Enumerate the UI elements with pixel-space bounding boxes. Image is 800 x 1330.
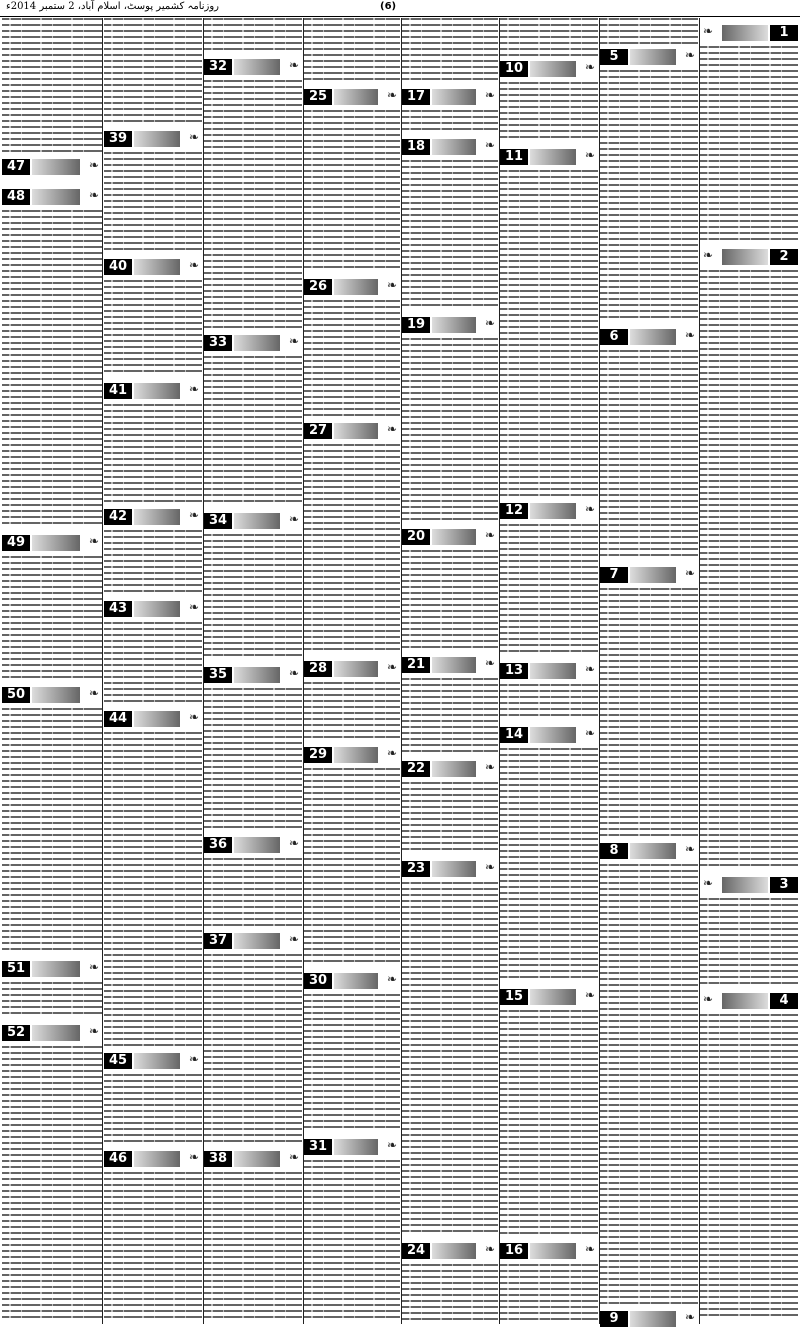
header-bar bbox=[134, 601, 180, 617]
item-header bbox=[304, 970, 400, 992]
news-column-6 bbox=[204, 18, 302, 1324]
item-header bbox=[104, 708, 202, 730]
header-bar bbox=[530, 1243, 576, 1259]
article-text bbox=[2, 556, 102, 680]
header-bar bbox=[432, 139, 476, 155]
item-header bbox=[104, 1148, 202, 1170]
item-header bbox=[700, 990, 798, 1012]
page-number: (6) bbox=[380, 1, 397, 12]
header-bar bbox=[334, 89, 378, 105]
item-header bbox=[104, 380, 202, 402]
item-header bbox=[600, 46, 698, 68]
bird-icon: ❧ bbox=[188, 258, 199, 272]
header-bar bbox=[32, 189, 80, 205]
bird-icon: ❧ bbox=[288, 512, 299, 526]
header-bar bbox=[530, 727, 576, 743]
article-text bbox=[2, 982, 102, 1018]
bird-icon: ❧ bbox=[88, 188, 99, 202]
item-number: 15 bbox=[500, 989, 528, 1005]
header-bar bbox=[530, 503, 576, 519]
article-text bbox=[204, 18, 302, 54]
item-header bbox=[304, 658, 400, 680]
article-text bbox=[204, 1172, 302, 1320]
item-header bbox=[204, 664, 302, 686]
header-bar bbox=[234, 837, 280, 853]
item-number: 2 bbox=[770, 249, 798, 265]
bird-icon: ❧ bbox=[188, 508, 199, 522]
bird-icon: ❧ bbox=[288, 666, 299, 680]
item-header bbox=[500, 986, 598, 1008]
bird-icon: ❧ bbox=[684, 842, 695, 856]
bird-icon: ❧ bbox=[188, 1150, 199, 1164]
header-bar bbox=[32, 961, 80, 977]
header-bar bbox=[630, 1311, 676, 1327]
item-number: 42 bbox=[104, 509, 132, 525]
header-bar bbox=[334, 973, 378, 989]
item-number: 21 bbox=[402, 657, 430, 673]
item-number: 10 bbox=[500, 61, 528, 77]
bird-icon: ❧ bbox=[484, 860, 495, 874]
item-number: 45 bbox=[104, 1053, 132, 1069]
article-text bbox=[104, 530, 202, 594]
article-text bbox=[304, 1160, 400, 1320]
item-header bbox=[2, 1022, 102, 1044]
item-header bbox=[500, 1240, 598, 1262]
bird-icon: ❧ bbox=[386, 278, 397, 292]
item-number: 30 bbox=[304, 973, 332, 989]
item-number: 41 bbox=[104, 383, 132, 399]
item-header bbox=[500, 58, 598, 80]
bird-icon: ❧ bbox=[684, 1310, 695, 1324]
item-header bbox=[204, 332, 302, 354]
column-rule bbox=[102, 18, 103, 1324]
masthead bbox=[0, 0, 800, 17]
item-header bbox=[700, 874, 798, 896]
header-bar bbox=[722, 249, 768, 265]
article-text bbox=[402, 550, 498, 650]
bird-icon: ❧ bbox=[584, 988, 595, 1002]
news-column-7 bbox=[104, 18, 202, 1324]
header-bar bbox=[432, 1243, 476, 1259]
article-text bbox=[700, 46, 798, 242]
item-header bbox=[402, 314, 498, 336]
item-number: 35 bbox=[204, 667, 232, 683]
header-bar bbox=[432, 89, 476, 105]
bird-icon: ❧ bbox=[88, 1024, 99, 1038]
header-bar bbox=[32, 1025, 80, 1041]
bird-icon: ❧ bbox=[288, 334, 299, 348]
item-number: 22 bbox=[402, 761, 430, 777]
bird-icon: ❧ bbox=[484, 316, 495, 330]
item-header bbox=[304, 276, 400, 298]
item-header bbox=[402, 858, 498, 880]
news-column-4 bbox=[402, 18, 498, 1324]
article-text bbox=[204, 534, 302, 660]
article-text bbox=[104, 404, 202, 502]
header-bar bbox=[432, 529, 476, 545]
bird-icon: ❧ bbox=[88, 158, 99, 172]
article-text bbox=[600, 70, 698, 322]
article-text bbox=[402, 160, 498, 310]
item-number: 36 bbox=[204, 837, 232, 853]
item-number: 8 bbox=[600, 843, 628, 859]
item-number: 28 bbox=[304, 661, 332, 677]
bird-icon: ❧ bbox=[584, 726, 595, 740]
item-number: 31 bbox=[304, 1139, 332, 1155]
item-header bbox=[204, 56, 302, 78]
bird-icon: ❧ bbox=[386, 422, 397, 436]
item-number: 29 bbox=[304, 747, 332, 763]
item-number: 27 bbox=[304, 423, 332, 439]
header-bar bbox=[134, 383, 180, 399]
article-text bbox=[104, 280, 202, 376]
bird-icon: ❧ bbox=[288, 932, 299, 946]
item-number: 48 bbox=[2, 189, 30, 205]
bird-icon: ❧ bbox=[584, 1242, 595, 1256]
article-text bbox=[500, 684, 598, 720]
item-number: 40 bbox=[104, 259, 132, 275]
bird-icon: ❧ bbox=[288, 836, 299, 850]
header-bar bbox=[134, 1053, 180, 1069]
article-text bbox=[304, 682, 400, 740]
article-text bbox=[402, 882, 498, 1236]
bird-icon: ❧ bbox=[484, 88, 495, 102]
header-bar bbox=[722, 993, 768, 1009]
bird-icon: ❧ bbox=[584, 502, 595, 516]
header-bar bbox=[32, 535, 80, 551]
item-header bbox=[104, 256, 202, 278]
bird-icon: ❧ bbox=[584, 662, 595, 676]
item-header bbox=[304, 420, 400, 442]
article-text bbox=[104, 152, 202, 252]
header-bar bbox=[334, 747, 378, 763]
article-text bbox=[600, 350, 698, 560]
item-number: 1 bbox=[770, 25, 798, 41]
article-text bbox=[500, 1264, 598, 1320]
news-column-2 bbox=[600, 18, 698, 1324]
header-bar bbox=[432, 761, 476, 777]
item-header bbox=[204, 510, 302, 532]
item-number: 39 bbox=[104, 131, 132, 147]
item-header bbox=[600, 326, 698, 348]
header-bar bbox=[530, 149, 576, 165]
item-header bbox=[204, 834, 302, 856]
item-header bbox=[500, 500, 598, 522]
article-text bbox=[204, 80, 302, 328]
article-text bbox=[104, 622, 202, 704]
header-bar bbox=[432, 861, 476, 877]
article-text bbox=[500, 1010, 598, 1236]
header-bar bbox=[334, 279, 378, 295]
item-number: 23 bbox=[402, 861, 430, 877]
header-bar bbox=[334, 661, 378, 677]
item-number: 6 bbox=[600, 329, 628, 345]
item-number: 38 bbox=[204, 1151, 232, 1167]
item-header bbox=[204, 930, 302, 952]
item-header bbox=[104, 598, 202, 620]
article-text bbox=[204, 688, 302, 830]
header-bar bbox=[234, 933, 280, 949]
item-number: 47 bbox=[2, 159, 30, 175]
item-header bbox=[304, 86, 400, 108]
item-number: 37 bbox=[204, 933, 232, 949]
header-bar bbox=[334, 1139, 378, 1155]
header-bar bbox=[334, 423, 378, 439]
item-number: 50 bbox=[2, 687, 30, 703]
item-number: 33 bbox=[204, 335, 232, 351]
item-header bbox=[500, 724, 598, 746]
item-header bbox=[304, 744, 400, 766]
bird-icon: ❧ bbox=[288, 58, 299, 72]
header-bar bbox=[32, 687, 80, 703]
item-header bbox=[600, 840, 698, 862]
item-number: 16 bbox=[500, 1243, 528, 1259]
article-text bbox=[500, 82, 598, 142]
header-bar bbox=[134, 131, 180, 147]
article-text bbox=[402, 678, 498, 754]
header-bar bbox=[630, 329, 676, 345]
item-number: 51 bbox=[2, 961, 30, 977]
article-text bbox=[402, 18, 498, 84]
header-bar bbox=[630, 843, 676, 859]
item-header bbox=[600, 564, 698, 586]
header-bar bbox=[530, 663, 576, 679]
item-header bbox=[104, 506, 202, 528]
bird-icon: ❧ bbox=[88, 960, 99, 974]
article-text bbox=[500, 18, 598, 56]
item-header bbox=[402, 1240, 498, 1262]
news-column-5 bbox=[304, 18, 400, 1324]
article-text bbox=[304, 110, 400, 272]
article-text bbox=[2, 1046, 102, 1320]
header-bar bbox=[234, 335, 280, 351]
bird-icon: ❧ bbox=[484, 656, 495, 670]
bird-icon: ❧ bbox=[484, 138, 495, 152]
article-text bbox=[304, 444, 400, 654]
article-text bbox=[2, 210, 102, 528]
bird-icon: ❧ bbox=[703, 992, 714, 1006]
article-text bbox=[104, 1074, 202, 1144]
article-text bbox=[600, 18, 698, 44]
article-text bbox=[2, 18, 102, 154]
item-number: 4 bbox=[770, 993, 798, 1009]
item-header bbox=[2, 156, 102, 178]
item-number: 44 bbox=[104, 711, 132, 727]
header-bar bbox=[630, 567, 676, 583]
item-header bbox=[104, 128, 202, 150]
bird-icon: ❧ bbox=[484, 1242, 495, 1256]
bird-icon: ❧ bbox=[88, 686, 99, 700]
item-number: 12 bbox=[500, 503, 528, 519]
item-number: 26 bbox=[304, 279, 332, 295]
article-text bbox=[104, 732, 202, 1046]
item-header bbox=[700, 22, 798, 44]
bird-icon: ❧ bbox=[386, 88, 397, 102]
header-bar bbox=[530, 61, 576, 77]
article-text bbox=[104, 1172, 202, 1320]
item-header bbox=[204, 1148, 302, 1170]
header-bar bbox=[722, 25, 768, 41]
header-bar bbox=[134, 711, 180, 727]
article-text bbox=[402, 1264, 498, 1320]
item-number: 32 bbox=[204, 59, 232, 75]
article-text bbox=[2, 708, 102, 954]
item-number: 20 bbox=[402, 529, 430, 545]
bird-icon: ❧ bbox=[188, 130, 199, 144]
item-header bbox=[500, 660, 598, 682]
item-number: 13 bbox=[500, 663, 528, 679]
article-text bbox=[600, 588, 698, 836]
item-number: 5 bbox=[600, 49, 628, 65]
item-header bbox=[700, 246, 798, 268]
article-text bbox=[304, 994, 400, 1132]
item-number: 19 bbox=[402, 317, 430, 333]
header-bar bbox=[630, 49, 676, 65]
article-text bbox=[304, 18, 400, 84]
article-text bbox=[304, 768, 400, 966]
article-text bbox=[500, 524, 598, 656]
item-number: 46 bbox=[104, 1151, 132, 1167]
bird-icon: ❧ bbox=[188, 600, 199, 614]
item-header bbox=[402, 136, 498, 158]
item-number: 17 bbox=[402, 89, 430, 105]
item-header bbox=[2, 532, 102, 554]
item-header bbox=[402, 526, 498, 548]
bird-icon: ❧ bbox=[288, 1150, 299, 1164]
item-header bbox=[600, 1308, 698, 1330]
item-header bbox=[2, 186, 102, 208]
header-bar bbox=[432, 657, 476, 673]
item-header bbox=[402, 758, 498, 780]
header-bar bbox=[32, 159, 80, 175]
item-number: 49 bbox=[2, 535, 30, 551]
header-bar bbox=[234, 513, 280, 529]
article-text bbox=[402, 338, 498, 522]
item-header bbox=[304, 1136, 400, 1158]
bird-icon: ❧ bbox=[703, 876, 714, 890]
header-bar bbox=[722, 877, 768, 893]
news-column-8 bbox=[2, 18, 102, 1324]
header-bar bbox=[234, 59, 280, 75]
article-text bbox=[104, 18, 202, 126]
item-header bbox=[104, 1050, 202, 1072]
item-number: 34 bbox=[204, 513, 232, 529]
header-bar bbox=[134, 1151, 180, 1167]
item-number: 24 bbox=[402, 1243, 430, 1259]
article-text bbox=[500, 748, 598, 982]
news-column-1 bbox=[700, 18, 798, 1324]
header-bar bbox=[432, 317, 476, 333]
item-number: 3 bbox=[770, 877, 798, 893]
article-text bbox=[700, 1014, 798, 1320]
item-number: 18 bbox=[402, 139, 430, 155]
item-number: 14 bbox=[500, 727, 528, 743]
bird-icon: ❧ bbox=[684, 48, 695, 62]
item-number: 9 bbox=[600, 1311, 628, 1327]
article-text bbox=[402, 110, 498, 132]
article-text bbox=[600, 864, 698, 1304]
bird-icon: ❧ bbox=[584, 148, 595, 162]
article-text bbox=[700, 270, 798, 870]
item-number: 25 bbox=[304, 89, 332, 105]
item-header bbox=[402, 654, 498, 676]
item-number: 11 bbox=[500, 149, 528, 165]
bird-icon: ❧ bbox=[584, 60, 595, 74]
bird-icon: ❧ bbox=[684, 566, 695, 580]
header-bar bbox=[234, 1151, 280, 1167]
item-number: 43 bbox=[104, 601, 132, 617]
item-header bbox=[2, 958, 102, 980]
article-text bbox=[304, 300, 400, 416]
item-number: 7 bbox=[600, 567, 628, 583]
news-column-3 bbox=[500, 18, 598, 1324]
bird-icon: ❧ bbox=[484, 528, 495, 542]
bird-icon: ❧ bbox=[484, 760, 495, 774]
bird-icon: ❧ bbox=[188, 382, 199, 396]
item-number: 52 bbox=[2, 1025, 30, 1041]
bird-icon: ❧ bbox=[386, 660, 397, 674]
header-bar bbox=[234, 667, 280, 683]
bird-icon: ❧ bbox=[188, 1052, 199, 1066]
bird-icon: ❧ bbox=[386, 1138, 397, 1152]
header-bar bbox=[530, 989, 576, 1005]
item-header bbox=[402, 86, 498, 108]
article-text bbox=[402, 782, 498, 854]
header-bar bbox=[134, 509, 180, 525]
item-header bbox=[2, 684, 102, 706]
article-text bbox=[204, 858, 302, 926]
article-text bbox=[204, 356, 302, 506]
item-header bbox=[500, 146, 598, 168]
article-text bbox=[500, 170, 598, 496]
bird-icon: ❧ bbox=[386, 972, 397, 986]
bird-icon: ❧ bbox=[703, 24, 714, 38]
bird-icon: ❧ bbox=[88, 534, 99, 548]
article-text bbox=[204, 954, 302, 1144]
bird-icon: ❧ bbox=[386, 746, 397, 760]
bird-icon: ❧ bbox=[703, 248, 714, 262]
bird-icon: ❧ bbox=[188, 710, 199, 724]
masthead-title: روزنامہ کشمیر پوسٹ، اسلام آباد، 2 ستمبر 2014ء bbox=[6, 1, 220, 12]
header-bar bbox=[134, 259, 180, 275]
article-text bbox=[700, 898, 798, 986]
bird-icon: ❧ bbox=[684, 328, 695, 342]
